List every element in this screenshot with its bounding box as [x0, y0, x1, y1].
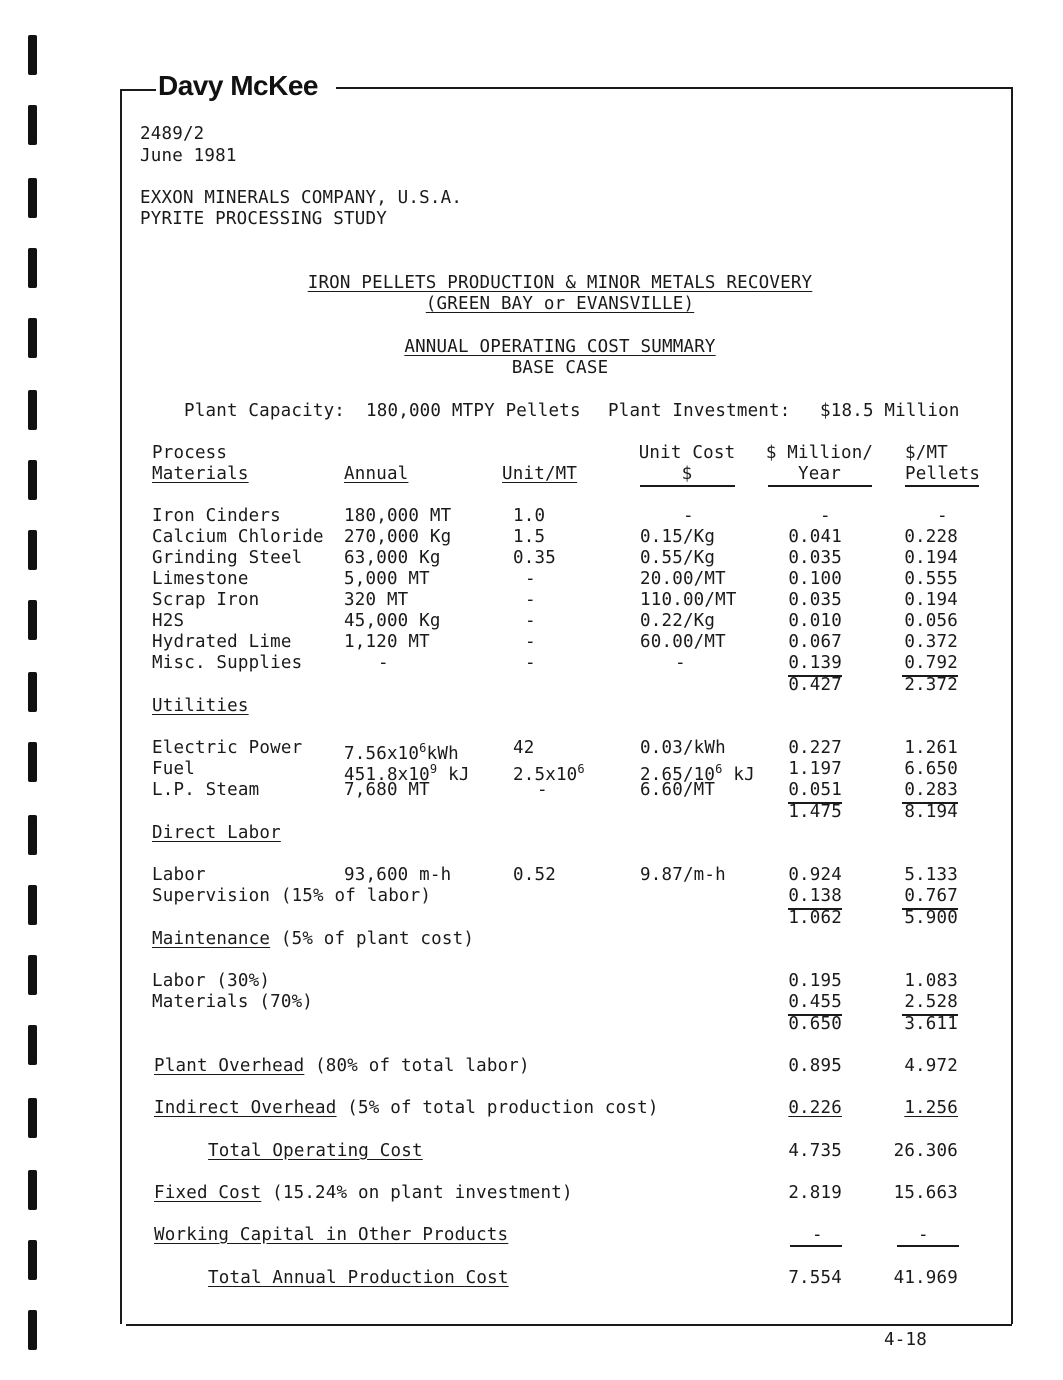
capacity-label: Plant Capacity: — [184, 401, 346, 421]
row-million: 0.195 — [788, 971, 842, 991]
working-per-mt: - — [918, 1225, 929, 1245]
row-cost: 0.22/Kg — [640, 611, 716, 631]
row-unit: 0.35 — [513, 548, 556, 568]
row-per-mt: 0.056 — [904, 611, 958, 631]
row-unit: - — [525, 611, 536, 631]
row-per-mt: 1.083 — [904, 971, 958, 991]
overhead-per-mt: 4.972 — [904, 1056, 958, 1076]
row-unit: 1.0 — [513, 506, 546, 526]
header-materials: Materials — [152, 464, 249, 484]
total-annual-million: 7.554 — [788, 1268, 842, 1288]
row-per-mt: - — [937, 506, 948, 526]
row-cost: 9.87/m-h — [640, 865, 726, 885]
fixed-million: 2.819 — [788, 1183, 842, 1203]
row-million: 1.197 — [788, 759, 842, 779]
labor-total-million: 1.062 — [788, 908, 842, 928]
header-pellets: Pellets — [905, 464, 981, 484]
doc-date: June 1981 — [140, 146, 237, 166]
row-per-mt: 5.133 — [904, 865, 958, 885]
row-annual: 93,600 m-h — [344, 865, 452, 885]
header-process: Process — [152, 443, 228, 463]
row-million: 0.035 — [788, 548, 842, 568]
doc-reference: 2489/2 — [140, 124, 205, 144]
working-capital: Working Capital in Other Products — [154, 1225, 509, 1245]
fixed-per-mt: 15.663 — [893, 1183, 958, 1203]
summary-title: ANNUAL OPERATING COST SUMMARY — [404, 337, 716, 357]
study-name: PYRITE PROCESSING STUDY — [140, 209, 387, 229]
maintenance-total-per-mt: 3.611 — [904, 1014, 958, 1034]
indirect-overhead: Indirect Overhead (5% of total production cost) — [154, 1098, 659, 1118]
row-cost: 0.03/kWh — [640, 738, 726, 758]
fixed-cost: Fixed Cost (15.24% on plant investment) — [154, 1183, 573, 1203]
company-logo: Davy McKee — [158, 70, 318, 101]
row-name: Hydrated Lime — [152, 632, 292, 652]
overhead-million: 0.895 — [788, 1056, 842, 1076]
row-name: L.P. Steam — [152, 780, 260, 800]
row-name: Materials (70%) — [152, 992, 314, 1012]
row-name: Labor (30%) — [152, 971, 271, 991]
row-unit: - — [525, 653, 536, 673]
row-unit: 1.5 — [513, 527, 546, 547]
row-annual: 1,120 MT — [344, 632, 430, 652]
location-title: (GREEN BAY or EVANSVILLE) — [425, 294, 695, 314]
row-name: Supervision (15% of labor) — [152, 886, 432, 906]
row-per-mt: 0.283 — [904, 780, 958, 800]
row-cost: 20.00/MT — [640, 569, 726, 589]
row-unit: 42 — [513, 738, 535, 758]
row-per-mt: 1.261 — [904, 738, 958, 758]
company-name: EXXON MINERALS COMPANY, U.S.A. — [140, 188, 463, 208]
row-million: 0.924 — [788, 865, 842, 885]
row-cost: $2.65/10^6$ kJ — [640, 762, 755, 785]
row-annual: $451.8x10^9$ kJ — [344, 762, 470, 785]
row-million: 0.455 — [788, 992, 842, 1012]
row-name: Scrap Iron — [152, 590, 260, 610]
row-unit: - — [525, 632, 536, 652]
row-million: 0.100 — [788, 569, 842, 589]
row-annual: 320 MT — [344, 590, 409, 610]
total-operating-per-mt: 26.306 — [893, 1141, 958, 1161]
maintenance-total-million: 0.650 — [788, 1014, 842, 1034]
row-name: Electric Power — [152, 738, 303, 758]
labor-total-per-mt: 5.900 — [904, 908, 958, 928]
header-unit-cost: Unit Cost — [638, 443, 736, 463]
materials-total-per-mt: 2.372 — [904, 675, 958, 695]
row-cost: - — [683, 506, 694, 526]
row-name: Iron Cinders — [152, 506, 281, 526]
header-annual: Annual — [344, 464, 409, 484]
row-annual: - — [378, 653, 389, 673]
total-annual-label: Total Annual Production Cost — [208, 1268, 509, 1288]
row-name: Misc. Supplies — [152, 653, 303, 673]
working-million: - — [812, 1225, 823, 1245]
row-per-mt: 0.194 — [904, 590, 958, 610]
row-million: - — [820, 506, 831, 526]
row-annual: 7,680 MT — [344, 780, 430, 800]
row-per-mt: 0.228 — [904, 527, 958, 547]
row-million: 0.138 — [788, 886, 842, 906]
investment-value: $18.5 Million — [820, 401, 960, 421]
indirect-per-mt: 1.256 — [904, 1098, 958, 1118]
row-million: 0.041 — [788, 527, 842, 547]
row-cost: 110.00/MT — [640, 590, 737, 610]
labor-heading: Direct Labor — [152, 823, 281, 843]
main-title: IRON PELLETS PRODUCTION & MINOR METALS RECOVERY — [307, 273, 813, 293]
total-operating-million: 4.735 — [788, 1141, 842, 1161]
row-name: Fuel — [152, 759, 195, 779]
row-unit: - — [537, 780, 548, 800]
row-name: Limestone — [152, 569, 249, 589]
row-per-mt: 0.767 — [904, 886, 958, 906]
case-title: BASE CASE — [511, 358, 609, 378]
row-per-mt: 0.194 — [904, 548, 958, 568]
header-unit-mt: Unit/MT — [502, 464, 578, 484]
row-million: 0.227 — [788, 738, 842, 758]
row-unit: $2.5x10^6$ — [513, 762, 585, 785]
row-annual: 63,000 Kg — [344, 548, 441, 568]
row-annual: 180,000 MT — [344, 506, 452, 526]
total-operating-label: Total Operating Cost — [208, 1141, 423, 1161]
row-name: H2S — [152, 611, 185, 631]
row-cost: 60.00/MT — [640, 632, 726, 652]
row-per-mt: 2.528 — [904, 992, 958, 1012]
row-million: 0.035 — [788, 590, 842, 610]
header-year: Year — [798, 464, 841, 484]
row-annual: $7.56x10^6kWh$ — [344, 741, 459, 764]
header-per-mt: $/MT — [905, 443, 948, 463]
row-million: 0.010 — [788, 611, 842, 631]
capacity-value: 180,000 MTPY Pellets — [366, 401, 581, 421]
row-per-mt: 0.792 — [904, 653, 958, 673]
row-annual: 270,000 Kg — [344, 527, 452, 547]
row-name: Calcium Chloride — [152, 527, 324, 547]
utilities-total-per-mt: 8.194 — [904, 802, 958, 822]
row-annual: 5,000 MT — [344, 569, 430, 589]
row-cost: 6.60/MT — [640, 780, 716, 800]
row-million: 0.139 — [788, 653, 842, 673]
row-unit: - — [525, 569, 536, 589]
indirect-million: 0.226 — [788, 1098, 842, 1118]
row-cost: 0.15/Kg — [640, 527, 716, 547]
investment-label: Plant Investment: — [608, 401, 791, 421]
row-cost: 0.55/Kg — [640, 548, 716, 568]
maintenance-heading: Maintenance (5% of plant cost) — [152, 929, 475, 949]
row-cost: - — [675, 653, 686, 673]
utilities-total-million: 1.475 — [788, 802, 842, 822]
row-per-mt: 0.555 — [904, 569, 958, 589]
header-million: $ Million/ — [765, 443, 874, 463]
utilities-heading: Utilities — [152, 696, 249, 716]
row-million: 0.051 — [788, 780, 842, 800]
row-name: Grinding Steel — [152, 548, 303, 568]
row-annual: 45,000 Kg — [344, 611, 441, 631]
header-unit-cost-symbol: $ — [681, 464, 693, 484]
plant-overhead: Plant Overhead (80% of total labor) — [154, 1056, 530, 1076]
row-name: Labor — [152, 865, 206, 885]
total-annual-per-mt: 41.969 — [893, 1268, 958, 1288]
row-million: 0.067 — [788, 632, 842, 652]
materials-total-million: 0.427 — [788, 675, 842, 695]
row-per-mt: 6.650 — [904, 759, 958, 779]
row-unit: - — [525, 590, 536, 610]
row-unit: 0.52 — [513, 865, 556, 885]
page-number: 4-18 — [884, 1330, 927, 1350]
row-per-mt: 0.372 — [904, 632, 958, 652]
